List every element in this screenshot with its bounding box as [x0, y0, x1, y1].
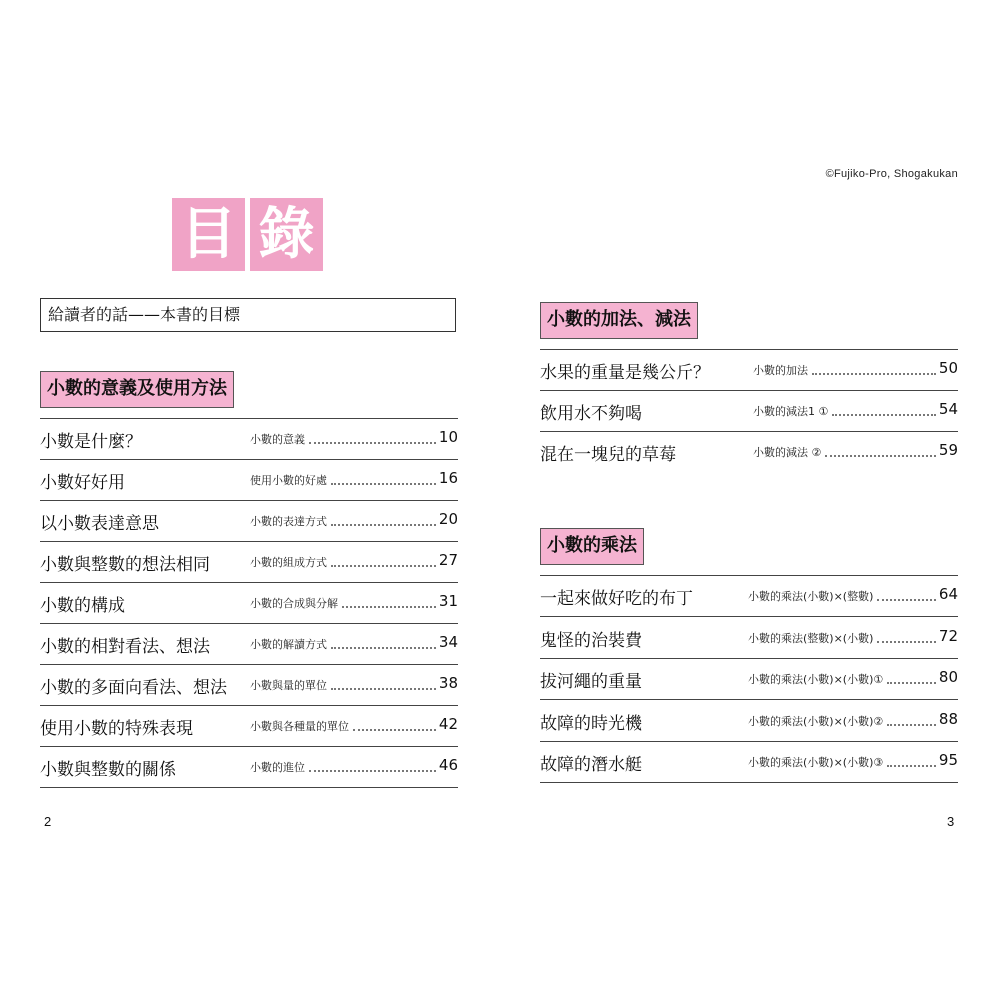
- entry-rule: [40, 787, 458, 788]
- toc-entry-title: 小數的相對看法、想法: [40, 637, 210, 657]
- dot-leader: [342, 594, 436, 608]
- dot-leader: [812, 361, 936, 375]
- toc-entry-title: 小數的構成: [40, 596, 125, 616]
- toc-entry-topic: 小數的乘法(小數)×(小數)②: [748, 714, 884, 728]
- toc-entry-title: 故障的時光機: [540, 713, 642, 734]
- toc-entry-title: 混在一塊兒的草莓: [540, 445, 676, 465]
- toc-title: [172, 198, 323, 271]
- dot-leader: [353, 717, 436, 731]
- toc-entry-title: 使用小數的特殊表現: [40, 719, 193, 739]
- toc-entry[interactable]: [40, 501, 458, 542]
- toc-entry[interactable]: [540, 659, 958, 700]
- toc-entry-title: 故障的潛水艇: [540, 755, 642, 775]
- toc-entry[interactable]: [40, 624, 458, 665]
- toc-entry-topic: 小數的加法: [753, 364, 808, 377]
- toc-entry-topic: 小數的乘法(小數)×(小數)③: [748, 756, 884, 769]
- toc-entry[interactable]: [40, 665, 458, 706]
- dot-leader: [331, 676, 436, 690]
- toc-entry-title: 鬼怪的治裝費: [540, 630, 642, 651]
- toc-entry-page: 54: [938, 400, 958, 418]
- toc-entry-title: 小數是什麼？: [40, 432, 142, 452]
- toc-entry-title: 以小數表達意思: [40, 514, 159, 534]
- toc-entry-page: 80: [938, 668, 958, 686]
- page-number-right: 3: [947, 814, 955, 829]
- toc-entry-topic: 小數與各種量的單位: [250, 720, 349, 733]
- dot-leader: [887, 670, 936, 684]
- toc-entry-page: 46: [438, 756, 458, 774]
- toc-entry-page: 10: [438, 428, 458, 446]
- toc-title-char: 錄: [250, 198, 323, 271]
- toc-entry-page: 27: [438, 551, 458, 569]
- toc-entry-topic: 小數的解讀方式: [250, 638, 327, 651]
- toc-entry-topic: 小數的表達方式: [250, 515, 327, 528]
- dot-leader: [832, 402, 936, 416]
- toc-entry-title: 水果的重量是幾公斤？: [540, 363, 710, 383]
- toc-entry[interactable]: [40, 460, 458, 501]
- toc-entry-page: 95: [938, 751, 958, 769]
- toc-entry-title: 小數的多面向看法、想法: [40, 678, 227, 698]
- toc-entry-topic: 小數的合成與分解: [250, 597, 338, 610]
- toc-title-char: 目: [172, 198, 245, 271]
- toc-entry-title: 小數好好用: [40, 473, 125, 493]
- toc-entry-topic: 小數的乘法(小數)×(整數): [748, 590, 874, 603]
- section-heading-multiplication: 小數的乘法: [540, 528, 644, 565]
- toc-entry-page: 34: [438, 633, 458, 651]
- dot-leader: [825, 443, 936, 457]
- toc-entry-page: 31: [438, 592, 458, 610]
- toc-entry-topic: 小數的意義: [250, 433, 305, 446]
- toc-entry-title: 一起來做好吃的布丁: [540, 589, 693, 609]
- toc-entry-page: 72: [938, 626, 958, 645]
- toc-entry-topic: 小數與量的單位: [250, 679, 327, 692]
- toc-entry[interactable]: [40, 747, 458, 788]
- toc-entry-title: 小數與整數的關係: [40, 760, 176, 780]
- toc-entry[interactable]: [40, 542, 458, 583]
- toc-entry[interactable]: [540, 618, 958, 659]
- copyright-notice: ©Fujiko-Pro, Shogakukan: [825, 168, 958, 180]
- dot-leader: [877, 587, 936, 601]
- toc-entry-topic: 小數的組成方式: [250, 556, 327, 569]
- toc-entry-page: 16: [438, 469, 458, 487]
- toc-entry[interactable]: [540, 742, 958, 783]
- dot-leader: [887, 712, 936, 726]
- toc-entry-page: 42: [438, 715, 458, 733]
- toc-entry[interactable]: [540, 391, 958, 432]
- toc-entry-topic: 小數的乘法(整數)×(小數): [748, 631, 874, 645]
- preface-entry[interactable]: 給讀者的話——本書的目標: [40, 298, 456, 332]
- toc-entry[interactable]: [40, 583, 458, 624]
- toc-entry-title: 拔河繩的重量: [540, 672, 642, 692]
- toc-entry[interactable]: [540, 701, 958, 742]
- toc-entry[interactable]: [40, 706, 458, 747]
- toc-entry-topic: 小數的進位: [250, 761, 305, 774]
- toc-entry-page: 20: [438, 510, 458, 528]
- toc-entry[interactable]: [40, 419, 458, 460]
- dot-leader: [877, 629, 936, 643]
- dot-leader: [331, 512, 436, 526]
- toc-entry-topic: 小數的減法 ②: [753, 446, 822, 459]
- toc-entry-page: 50: [938, 359, 958, 377]
- section-heading-add-sub: 小數的加法、減法: [540, 302, 698, 339]
- dot-leader: [309, 430, 436, 444]
- toc-entry[interactable]: [540, 432, 958, 473]
- toc-entry[interactable]: [540, 576, 958, 617]
- toc-entry-topic: 小數的減法1 ①: [753, 405, 829, 418]
- dot-leader: [331, 471, 436, 485]
- toc-entry-page: 59: [938, 441, 958, 459]
- section-heading-meaning: 小數的意義及使用方法: [40, 371, 234, 408]
- toc-entry-page: 38: [438, 674, 458, 692]
- toc-entry-page: 64: [938, 585, 958, 603]
- dot-leader: [331, 635, 436, 649]
- toc-entry-topic: 使用小數的好處: [250, 474, 327, 487]
- entry-rule: [540, 782, 958, 783]
- toc-entry-title: 小數與整數的想法相同: [40, 555, 210, 575]
- dot-leader: [887, 753, 936, 767]
- dot-leader: [309, 758, 436, 772]
- dot-leader: [331, 553, 436, 567]
- toc-entry-page: 88: [938, 709, 958, 728]
- toc-entry[interactable]: [540, 350, 958, 391]
- toc-entry-topic: 小數的乘法(小數)×(小數)①: [748, 673, 884, 686]
- toc-entry-title: 飲用水不夠喝: [540, 404, 642, 424]
- page-number-left: 2: [44, 814, 52, 829]
